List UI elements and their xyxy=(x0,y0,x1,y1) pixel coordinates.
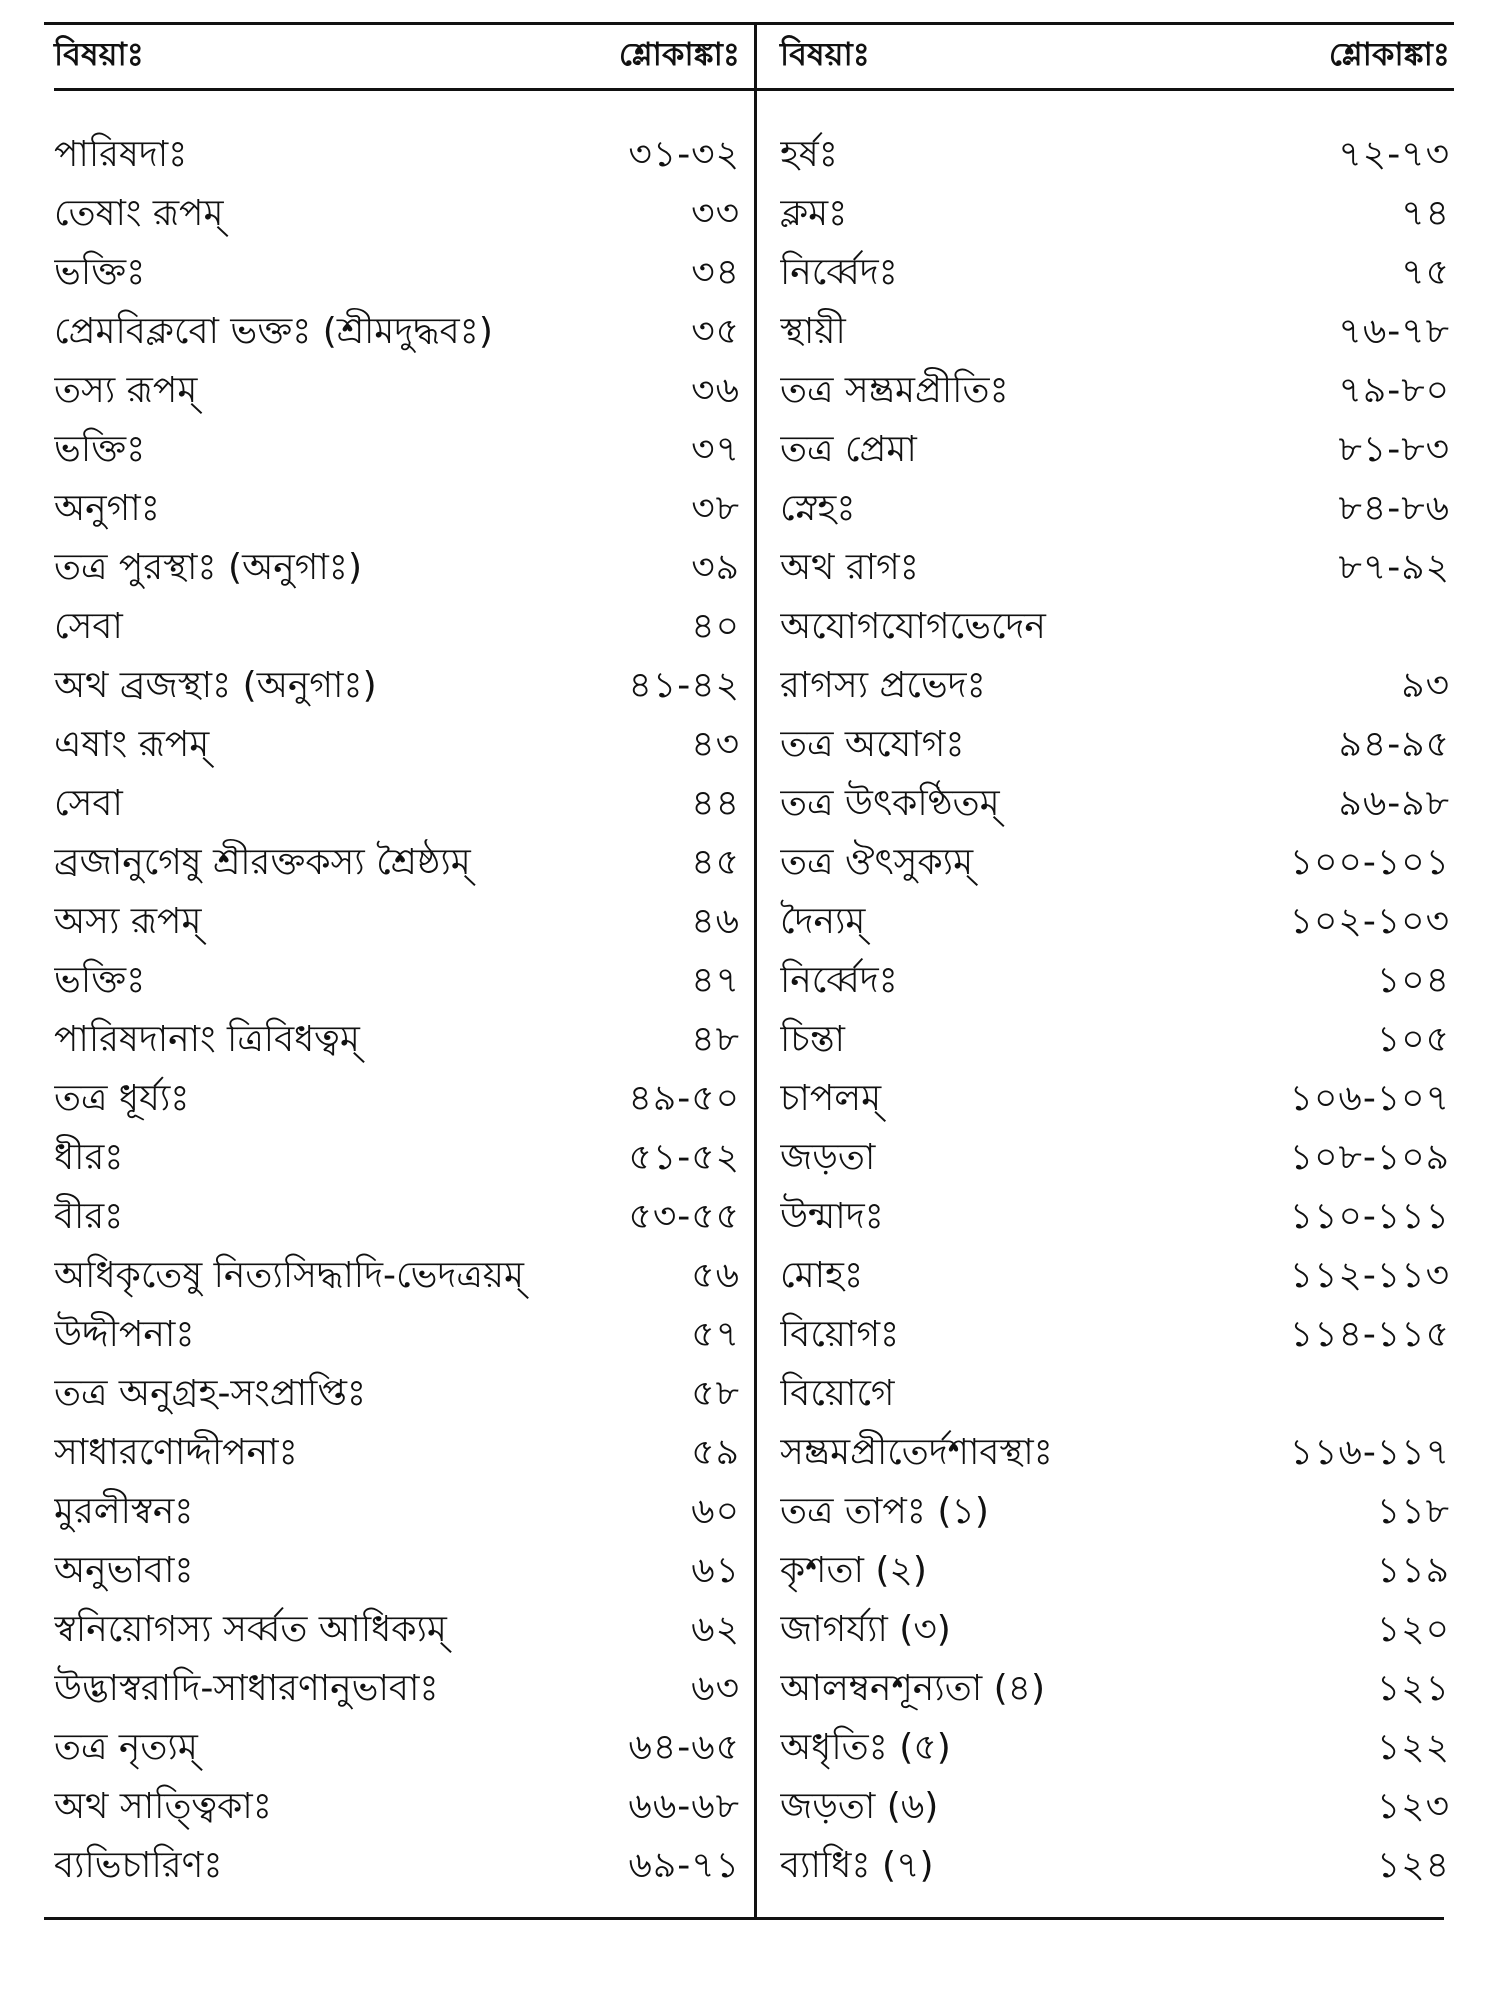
left-rows xyxy=(54,127,740,1897)
subject-text: তত্র অযোগঃ xyxy=(780,723,965,765)
verse-number: ৩৪ xyxy=(691,251,740,293)
verse-number: ১০৬-১০৭ xyxy=(1289,1077,1450,1119)
index-row xyxy=(780,1425,1450,1484)
index-row xyxy=(780,481,1450,540)
index-row xyxy=(54,1071,740,1130)
verse-number: ৭৫ xyxy=(1401,251,1450,293)
index-row xyxy=(780,1661,1450,1720)
verse-number: ৩৬ xyxy=(691,369,740,411)
subject-text: ভক্তিঃ xyxy=(54,251,146,293)
subject-text: উদ্ভাস্বরাদি-সাধারণানুভাবাঃ xyxy=(54,1667,439,1709)
subject-text: তত্র ধূর্য্যঃ xyxy=(54,1077,190,1119)
subject-text: তত্র ঔৎসুক্যম্ xyxy=(780,841,974,883)
subject-text: বিয়োগে xyxy=(780,1372,895,1414)
verse-number: ৬২ xyxy=(691,1608,740,1650)
index-row xyxy=(780,1366,1450,1425)
subject-text: রাগস্য প্রভেদঃ xyxy=(780,664,986,706)
verse-number: ৮৪-৮৬ xyxy=(1338,487,1450,529)
subject-text: সেবা xyxy=(54,605,123,647)
subject-text: অথ রাগঃ xyxy=(780,546,919,588)
index-row xyxy=(54,953,740,1012)
subject-text: ব্যভিচারিণঃ xyxy=(54,1844,223,1886)
index-row xyxy=(780,658,1450,717)
subject-text: মোহঃ xyxy=(780,1254,864,1296)
verse-number: ৬৯-৭১ xyxy=(628,1844,740,1886)
subject-text: অথ ব্রজস্থাঃ (অনুগাঃ) xyxy=(54,664,377,706)
verse-heading: শ্লোকাঙ্কাঃ xyxy=(1328,35,1450,73)
index-row xyxy=(780,1484,1450,1543)
verse-number: ৩৩ xyxy=(691,192,740,234)
index-row xyxy=(54,127,740,186)
index-row xyxy=(54,481,740,540)
subject-text: তত্র নৃত্যম্ xyxy=(54,1726,198,1768)
index-row xyxy=(780,599,1450,658)
verse-number: ৪৭ xyxy=(691,959,740,1001)
verse-number: ১২০ xyxy=(1376,1608,1450,1650)
subject-text: স্বনিয়োগস্য সর্ব্বত আধিক্যম্ xyxy=(54,1608,447,1650)
subject-text: অস্য রূপম্ xyxy=(54,900,202,942)
index-row xyxy=(780,1189,1450,1248)
verse-number: ৩১-৩২ xyxy=(628,133,740,175)
verse-number: ৬৪-৬৫ xyxy=(628,1726,740,1768)
index-row xyxy=(780,953,1450,1012)
index-row xyxy=(54,1425,740,1484)
index-row xyxy=(780,304,1450,363)
index-row xyxy=(54,1130,740,1189)
center-column-rule xyxy=(754,22,757,1920)
index-row xyxy=(54,1602,740,1661)
subject-text: ভক্তিঃ xyxy=(54,959,146,1001)
verse-number: ৪১-৪২ xyxy=(628,664,740,706)
verse-number: ৫৩-৫৫ xyxy=(628,1195,740,1237)
index-row xyxy=(54,1248,740,1307)
verse-number: ১১২-১১৩ xyxy=(1289,1254,1450,1296)
verse-number: ১০৫ xyxy=(1376,1018,1450,1060)
verse-number: ৪০ xyxy=(691,605,740,647)
verse-number: ১২৩ xyxy=(1376,1785,1450,1827)
verse-number: ১০২-১০৩ xyxy=(1289,900,1450,942)
verse-number: ৬০ xyxy=(691,1490,740,1532)
index-row xyxy=(780,540,1450,599)
verse-number: ৯৪-৯৫ xyxy=(1338,723,1450,765)
verse-number: ১১৬-১১৭ xyxy=(1289,1431,1450,1473)
subject-text: তত্র প্রেমা xyxy=(780,428,917,470)
verse-number: ১২১ xyxy=(1376,1667,1450,1709)
index-row xyxy=(780,1838,1450,1897)
index-row xyxy=(780,1720,1450,1779)
index-row xyxy=(780,1012,1450,1071)
verse-number: ৯৩ xyxy=(1401,664,1450,706)
subject-text: দৈন্যম্ xyxy=(780,900,866,942)
verse-number: ৩৮ xyxy=(691,487,740,529)
verse-number: ৪৯-৫০ xyxy=(628,1077,740,1119)
verse-heading: শ্লোকাঙ্কাঃ xyxy=(618,35,740,73)
subject-text: তেষাং রূপম্ xyxy=(54,192,224,234)
index-row xyxy=(54,245,740,304)
index-row xyxy=(54,1189,740,1248)
subject-text: নির্ব্বেদঃ xyxy=(780,251,898,293)
index-row xyxy=(780,1779,1450,1838)
verse-number: ১০৮-১০৯ xyxy=(1289,1136,1450,1178)
verse-number: ৪৫ xyxy=(691,841,740,883)
index-table xyxy=(44,22,1454,1920)
subject-text: আলম্বনশূন্যতা (৪) xyxy=(780,1667,1046,1709)
index-row xyxy=(780,1071,1450,1130)
index-row xyxy=(780,1307,1450,1366)
subject-text: চাপলম্ xyxy=(780,1077,882,1119)
subject-text: তস্য রূপম্ xyxy=(54,369,198,411)
verse-number: ১১৯ xyxy=(1376,1549,1450,1591)
subject-text: ধীরঃ xyxy=(54,1136,124,1178)
subject-text: ক্লমঃ xyxy=(780,192,848,234)
index-row xyxy=(54,1307,740,1366)
verse-number: ৭২-৭৩ xyxy=(1338,133,1450,175)
subject-text: এষাং রূপম্ xyxy=(54,723,210,765)
index-row xyxy=(780,1248,1450,1307)
index-row xyxy=(54,599,740,658)
subject-text: স্নেহঃ xyxy=(780,487,856,529)
index-row xyxy=(780,186,1450,245)
subject-text: ব্যাধিঃ (৭) xyxy=(780,1844,934,1886)
subject-text: বীরঃ xyxy=(54,1195,124,1237)
subject-text: তত্র পুরস্থাঃ (অনুগাঃ) xyxy=(54,546,363,588)
index-row xyxy=(780,1130,1450,1189)
index-row xyxy=(54,1838,740,1897)
index-row xyxy=(54,835,740,894)
verse-number: ৪৬ xyxy=(691,900,740,942)
verse-number: ৪৩ xyxy=(691,723,740,765)
verse-number: ৮১-৮৩ xyxy=(1338,428,1450,470)
index-row xyxy=(54,1366,740,1425)
index-row xyxy=(54,1661,740,1720)
index-row xyxy=(54,1779,740,1838)
verse-number: ৩৯ xyxy=(691,546,740,588)
index-row xyxy=(54,1012,740,1071)
verse-number: ৭৪ xyxy=(1401,192,1450,234)
verse-number: ১০০-১০১ xyxy=(1289,841,1450,883)
subject-text: স্থায়ী xyxy=(780,310,846,352)
index-row xyxy=(54,1720,740,1779)
verse-number: ৮৭-৯২ xyxy=(1338,546,1450,588)
right-rows xyxy=(780,127,1450,1897)
subject-text: অনুভাবাঃ xyxy=(54,1549,194,1591)
index-row xyxy=(54,1543,740,1602)
subject-text: সম্ভ্রমপ্রীতের্দশাবস্থাঃ xyxy=(780,1431,1053,1473)
subject-text: অধৃতিঃ (৫) xyxy=(780,1726,951,1768)
subject-text: পারিষদাঃ xyxy=(54,133,188,175)
index-row xyxy=(780,127,1450,186)
index-row xyxy=(780,363,1450,422)
left-column xyxy=(54,22,740,1920)
verse-number: ১২৪ xyxy=(1376,1844,1450,1886)
index-row xyxy=(54,363,740,422)
index-row xyxy=(54,894,740,953)
verse-number: ৪৮ xyxy=(691,1018,740,1060)
verse-number: ৭৯-৮০ xyxy=(1338,369,1450,411)
subject-text: জড়তা (৬) xyxy=(780,1785,939,1827)
left-column-header xyxy=(54,36,740,76)
subject-text: তত্র অনুগ্রহ-সংপ্রাপ্তিঃ xyxy=(54,1372,367,1414)
verse-number: ৫৯ xyxy=(691,1431,740,1473)
subject-text: উন্মাদঃ xyxy=(780,1195,884,1237)
index-row xyxy=(780,245,1450,304)
index-row xyxy=(780,1602,1450,1661)
subject-text: কৃশতা (২) xyxy=(780,1549,927,1591)
verse-number: ১১৮ xyxy=(1376,1490,1450,1532)
subject-heading: বিষয়াঃ xyxy=(54,35,144,73)
subject-text: প্রেমবিক্লবো ভক্তঃ (শ্রীমদুদ্ধবঃ) xyxy=(54,310,493,352)
verse-number: ১০৪ xyxy=(1376,959,1450,1001)
subject-text: সাধারণোদ্দীপনাঃ xyxy=(54,1431,298,1473)
index-row xyxy=(54,422,740,481)
verse-number: ৫৬ xyxy=(691,1254,740,1296)
index-row xyxy=(54,540,740,599)
verse-number: ৪৪ xyxy=(691,782,740,824)
index-row xyxy=(54,304,740,363)
verse-number: ১২২ xyxy=(1376,1726,1450,1768)
subject-text: ভক্তিঃ xyxy=(54,428,146,470)
subject-text: অধিকৃতেষু নিত্যসিদ্ধাদি-ভেদত্রয়ম্ xyxy=(54,1254,524,1296)
right-column xyxy=(780,22,1450,1920)
right-column-header xyxy=(780,36,1450,76)
subject-text: সেবা xyxy=(54,782,123,824)
verse-number: ৫৮ xyxy=(691,1372,740,1414)
index-row xyxy=(780,835,1450,894)
verse-number: ৩৫ xyxy=(691,310,740,352)
index-row xyxy=(54,658,740,717)
index-row xyxy=(780,894,1450,953)
subject-text: হর্ষঃ xyxy=(780,133,838,175)
index-row xyxy=(54,717,740,776)
verse-number: ৯৬-৯৮ xyxy=(1338,782,1450,824)
subject-text: পারিষদানাং ত্রিবিধত্বম্ xyxy=(54,1018,360,1060)
index-row xyxy=(54,186,740,245)
verse-number: ৬১ xyxy=(691,1549,740,1591)
index-row xyxy=(780,717,1450,776)
verse-number: ৬৬-৬৮ xyxy=(628,1785,740,1827)
index-row xyxy=(780,1543,1450,1602)
verse-number: ৩৭ xyxy=(691,428,740,470)
subject-text: অথ সাত্ত্বিকাঃ xyxy=(54,1785,272,1827)
verse-number: ১১০-১১১ xyxy=(1289,1195,1450,1237)
index-row xyxy=(54,1484,740,1543)
subject-text: ব্রজানুগেষু শ্রীরক্তকস্য শ্রৈষ্ঠ্যম্ xyxy=(54,841,471,883)
subject-text: অনুগাঃ xyxy=(54,487,160,529)
subject-text: জড়তা xyxy=(780,1136,876,1178)
verse-number: ৬৩ xyxy=(691,1667,740,1709)
subject-text: জাগর্য্যা (৩) xyxy=(780,1608,951,1650)
subject-text: উদ্দীপনাঃ xyxy=(54,1313,195,1355)
index-row xyxy=(780,776,1450,835)
index-row xyxy=(54,776,740,835)
subject-text: তত্র তাপঃ (১) xyxy=(780,1490,989,1532)
subject-text: অযোগযোগভেদেন xyxy=(780,605,1046,647)
verse-number: ৭৬-৭৮ xyxy=(1338,310,1450,352)
subject-text: তত্র সম্ভ্রমপ্রীতিঃ xyxy=(780,369,1009,411)
subject-text: নির্ব্বেদঃ xyxy=(780,959,898,1001)
subject-text: চিন্তা xyxy=(780,1018,845,1060)
subject-text: বিয়োগঃ xyxy=(780,1313,900,1355)
subject-text: মুরলীস্বনঃ xyxy=(54,1490,194,1532)
verse-number: ৫১-৫২ xyxy=(628,1136,740,1178)
subject-heading: বিষয়াঃ xyxy=(780,35,870,73)
index-row xyxy=(780,422,1450,481)
verse-number: ৫৭ xyxy=(691,1313,740,1355)
subject-text: তত্র উৎকণ্ঠিতম্ xyxy=(780,782,1000,824)
verse-number: ১১৪-১১৫ xyxy=(1289,1313,1450,1355)
